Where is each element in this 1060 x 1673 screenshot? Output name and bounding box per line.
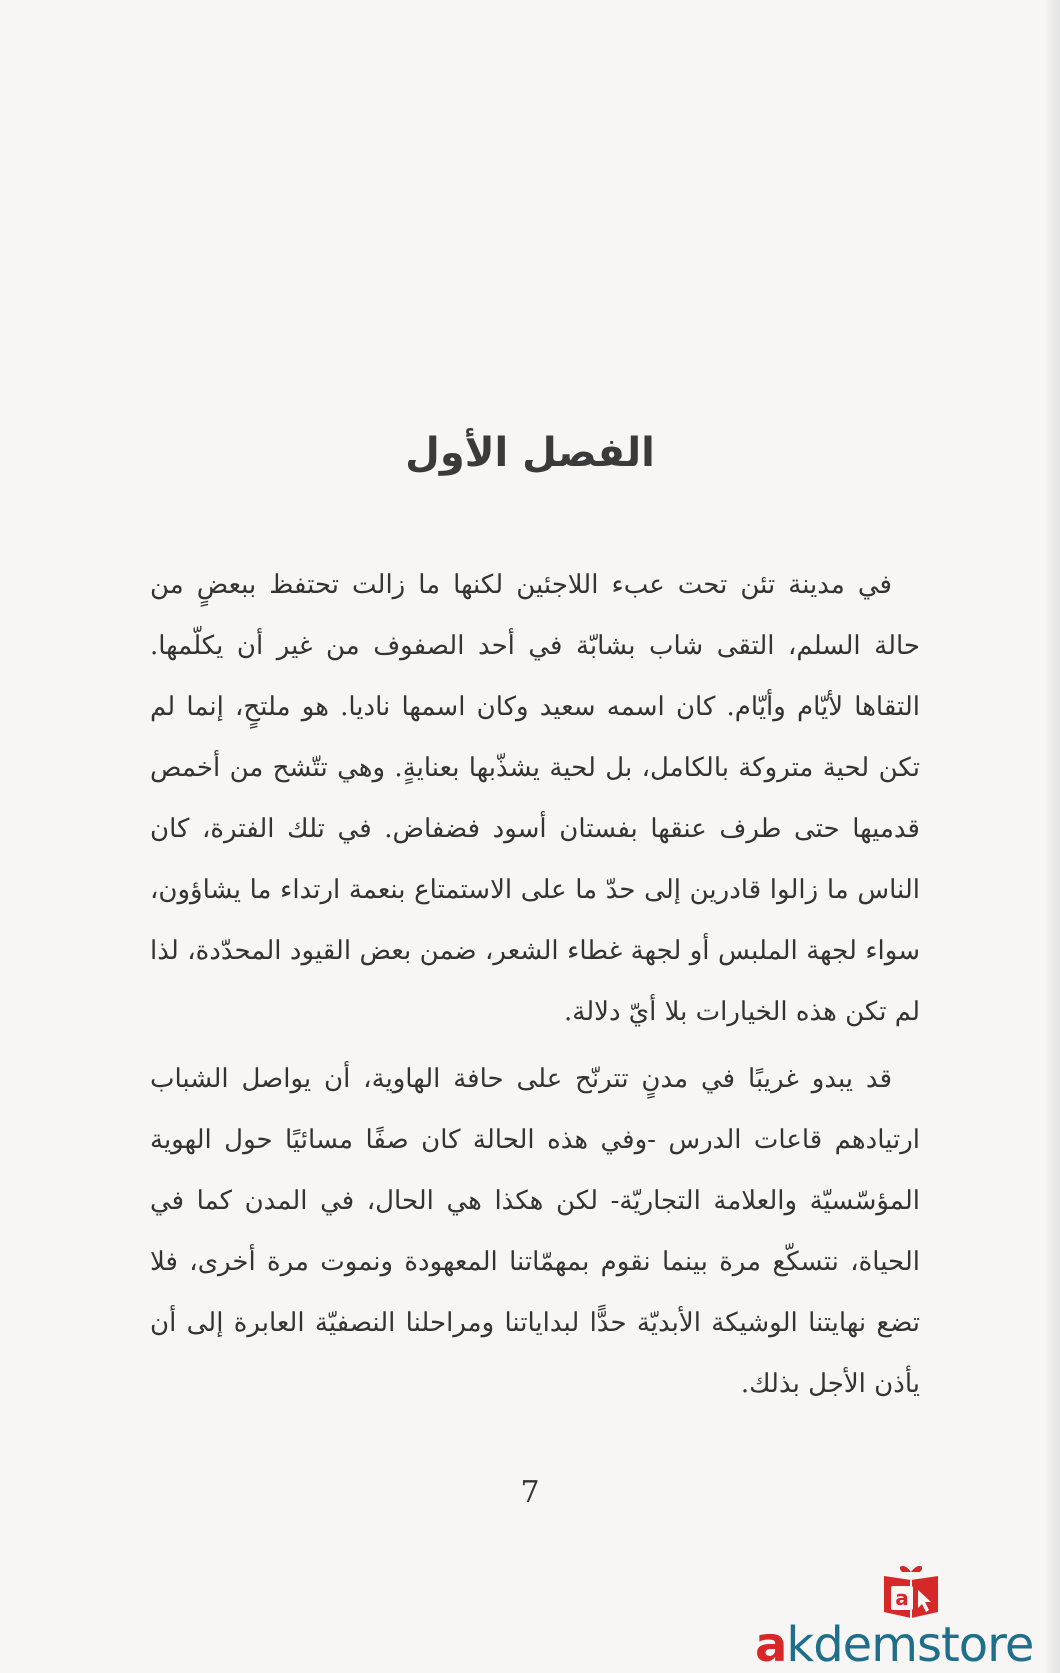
body-text [150,555,920,1415]
logo-icon-letter: a [895,1586,909,1610]
paragraph-1: في مدينة تئن تحت عبء اللاجئين لكنها ما زالت تحتفظ ببعضٍ من حالة السلم، التقى شاب بشابّة في أحد الصفوف من غير أن يكلّمها. التقاها لأيّام وأيّام. كان اسمه سعيد وكان اسمها ناديا. هو ملتحٍ، إنما لم تكن لحية متروكة بالكامل، بل لحية يشذّبها بعنايةٍ. وهي تتّشح من أخمص قدميها حتى طرف عنقها بفستان أسود فضفاض. في تلك الفترة، كان الناس ما زالوا قادرين إلى حدّ ما على الاستمتاع بنعمة ارتداء ما يشاؤون، سواء لجهة الملبس أو لجهة غطاء الشعر، ضمن بعض القيود المحدّدة، لذا لم تكن هذه الخيارات بلا أيّ دلالة. [150,570,920,1027]
paragraph-2: قد يبدو غريبًا في مدنٍ تترنّح على حافة الهاوية، أن يواصل الشباب ارتيادهم قاعات الدرس -وفي هذه الحالة كان صفًا مسائيًا حول الهوية المؤسّسيّة والعلامة التجاريّة- لكن هكذا هي الحال، في المدن كما في الحياة، نتسكّع مرة بينما نقوم بمهمّاتنا المعهودة ونموت مرة أخرى، فلا تضع نهايتنا الوشيكة الأبديّة حدًّا لبداياتنا ومراحلنا النصفيّة العابرة إلى أن يأذن الأجل بذلك. [150,1064,920,1399]
logo-wordmark-rest: kdemstore [786,1617,1034,1673]
chapter-title: الفصل الأول [405,430,655,476]
page-edge-shadow [1046,0,1060,1673]
logo-wordmark-a: a [755,1617,787,1673]
akdemstore-logo [755,1560,1055,1673]
book-cart-icon [880,1560,942,1622]
logo-wordmark [755,1617,1055,1673]
page-number: 7 [520,1475,540,1510]
